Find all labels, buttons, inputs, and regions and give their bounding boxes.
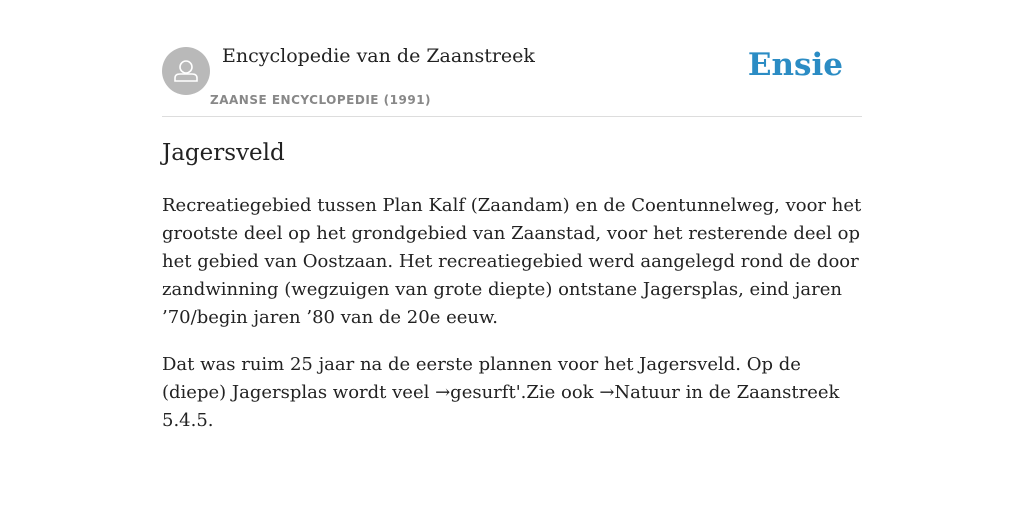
entry-paragraph-1: Recreatiegebied tussen Plan Kalf (Zaandam) en de Coentunnelweg, voor het grootste deel op het grondgebied van Zaanstad, voor het resterende deel op het gebied van Oostzaan. Het recreatiegebied werd aangelegd rond de door zandwinning (wegzuigen van grote diepte) ontstane Jagersplas, eind jaren ’70/begin jaren ’80 van de 20e eeuw. (162, 195, 862, 328)
entry-body (162, 192, 862, 454)
entry-paragraph-2 (162, 351, 862, 435)
header (162, 0, 862, 117)
paragraph-text: '.Zie ook (515, 382, 600, 403)
cross-reference-link-natuur[interactable]: →Natuur in de Zaanstreek (599, 382, 840, 403)
page-container (162, 0, 862, 431)
user-avatar-icon[interactable] (162, 47, 210, 95)
entry-title: Jagersveld (162, 140, 285, 166)
paragraph-text: 5.4.5. (162, 410, 214, 431)
paragraph-text: Dat was ruim 25 jaar na de eerste plannen voor het Jagersveld. Op de (diepe) Jagersplas wordt veel (162, 354, 801, 403)
brand-logo[interactable]: Ensie (747, 47, 843, 83)
book-subtitle: ZAANSE ENCYCLOPEDIE (1991) (210, 93, 432, 107)
cross-reference-link-gesurft[interactable]: →gesurft (435, 382, 516, 403)
book-title[interactable]: Encyclopedie van de Zaanstreek (222, 45, 535, 67)
